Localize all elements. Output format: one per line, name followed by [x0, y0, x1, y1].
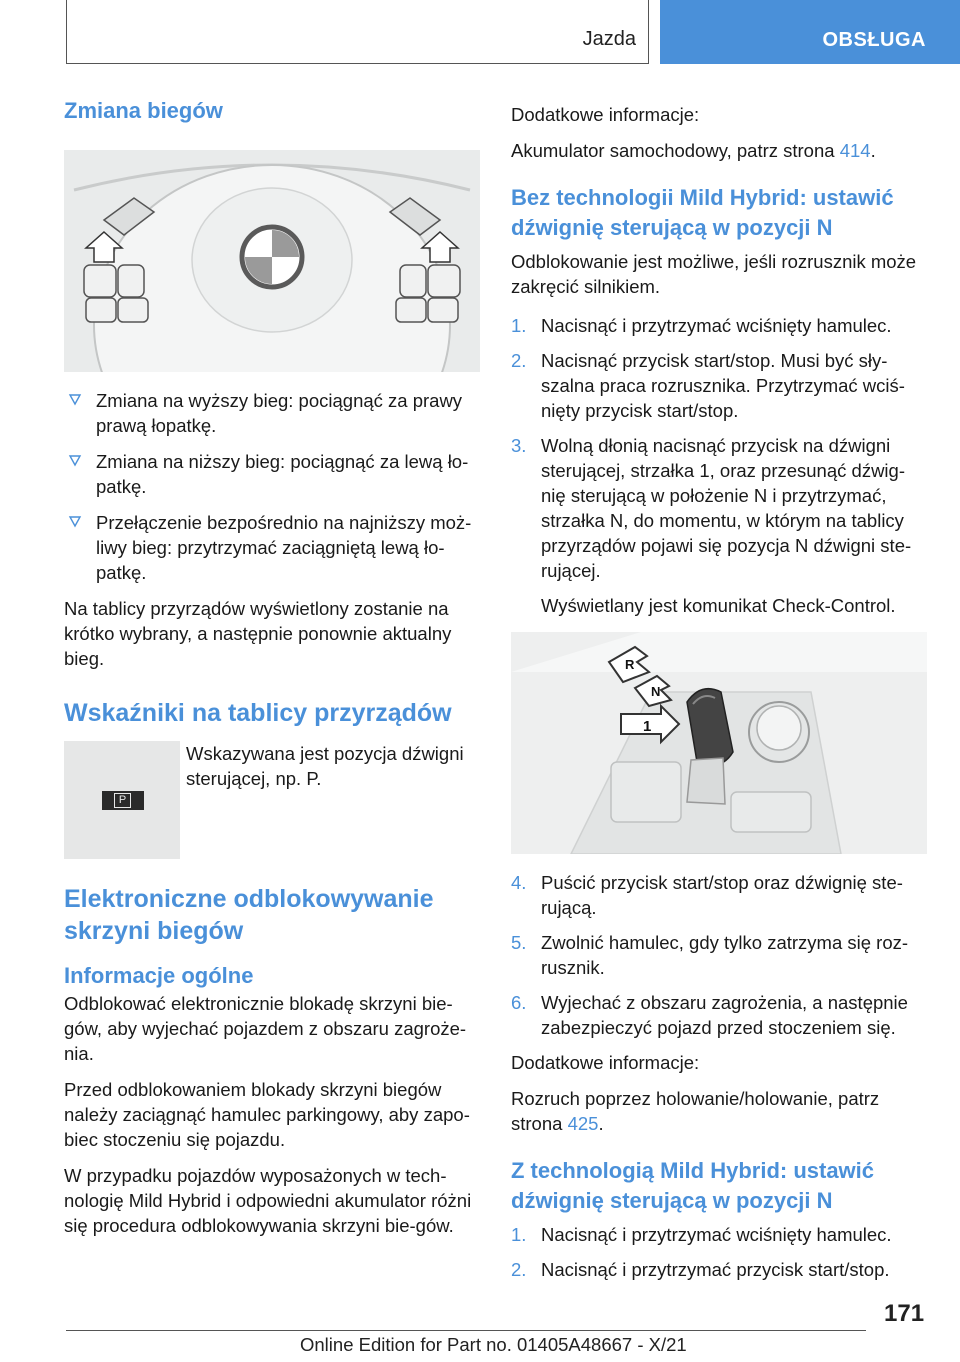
step-number: 2.: [511, 350, 527, 371]
heading-mild-hybrid: Z technologią Mild Hybrid: ustawić dźwignię sterującą w pozycji N: [511, 1158, 875, 1213]
header-section-title: Jazda: [582, 28, 636, 50]
list-item: [511, 930, 927, 980]
footer-divider: [66, 1330, 866, 1331]
gear-label-r: R: [625, 657, 635, 672]
heading-general-info: Informacje ogólne: [64, 963, 254, 988]
list-item: [64, 449, 480, 499]
list-item: [511, 433, 927, 583]
step-number: 5.: [511, 932, 527, 953]
indicator-row: [64, 741, 480, 859]
step-number: 6.: [511, 992, 527, 1013]
triangle-bullet-icon: [68, 514, 82, 528]
step-number: 1.: [511, 1224, 527, 1245]
step-text: Zwolnić hamulec, gdy tylko zatrzyma się roz-rusznik.: [541, 932, 909, 978]
battery-page-link[interactable]: 414: [839, 140, 871, 161]
triangle-bullet-icon: [68, 453, 82, 467]
gear-selector-image: [511, 632, 927, 854]
bullet-text: Zmiana na wyższy bieg: pociągnąć za prawy prawą łopatkę.: [96, 390, 463, 436]
heading-no-mild-hybrid: Bez technologii Mild Hybrid: ustawić dźwignię sterującą w pozycji N: [511, 185, 894, 240]
gear-label-n: N: [651, 684, 661, 699]
check-control-text: Wyświetlany jest komunikat Check-Control.: [541, 595, 896, 616]
steering-wheel-image: [64, 150, 480, 372]
step-number: 2.: [511, 1259, 527, 1280]
footer-edition: Online Edition for Part no. 01405A48667 - X/21: [300, 1334, 687, 1355]
list-item: [511, 990, 927, 1040]
page-number: 171: [884, 1300, 925, 1327]
park-indicator-letter: P: [114, 793, 131, 808]
extra-info-label: Dodatkowe informacje:: [511, 104, 700, 125]
list-item: [64, 510, 480, 585]
unlock-para-1: Odblokować elektronicznie blokadę skrzyni bie-gów, aby wyjechać pojazdem z obszaru zagroże-nia.: [64, 993, 467, 1064]
list-item: [511, 870, 927, 920]
gear-selector-illustration: [511, 632, 927, 854]
step-text: Puścić przycisk start/stop oraz dźwignię ste-rującą.: [541, 872, 903, 918]
steps-list-a: [511, 313, 927, 583]
bullet-text: Przełączenie bezpośrednio na najniższy moż-liwy bieg: przytrzymać zaciągniętą lewą ło-patkę.: [96, 512, 472, 583]
list-item: [511, 1222, 927, 1247]
tow-reference-text: Rozruch poprzez holowanie/holowanie, patrz strona: [511, 1088, 880, 1134]
list-item: [64, 388, 480, 438]
header-chapter-tab: [660, 0, 960, 64]
step-text: Nacisnąć przycisk start/stop. Musi być sły-szalna praca rozrusznika. Przytrzymać wciś-nięty przycisk start/stop.: [541, 350, 905, 421]
list-item: [511, 348, 927, 423]
gear-change-bullets: [64, 388, 480, 585]
tow-page-link[interactable]: 425: [567, 1113, 599, 1134]
heading-gear-change: Zmiana biegów: [64, 98, 223, 123]
step-number: 3.: [511, 435, 527, 456]
header-chapter-label: OBSŁUGA: [822, 29, 926, 51]
unlock-para-3: W przypadku pojazdów wyposażonych w tech-nologię Mild Hybrid i odpowiedni akumulator różni się procedura odblokowywania skrzyni bie-gów.: [64, 1165, 472, 1236]
step-text: Wyjechać z obszaru zagrożenia, a następnie zabezpieczyć pojazd przed stoczeniem się.: [541, 992, 908, 1038]
left-column: [64, 98, 480, 1249]
steering-wheel-illustration: [64, 150, 480, 372]
heading-electronic-unlock: Elektroniczne odblokowywanie skrzyni biegów: [64, 885, 434, 945]
triangle-bullet-icon: [68, 392, 82, 406]
step-number: 4.: [511, 872, 527, 893]
battery-reference: Akumulator samochodowy, patrz strona 414.: [511, 140, 876, 161]
bullet-text: Zmiana na niższy bieg: pociągnąć za lewą ło-patkę.: [96, 451, 469, 497]
unlock-para-2: Przed odblokowaniem blokady skrzyni biegów należy zaciągnąć hamulec parkingowy, aby zapo-biec stoczeniu się pojazdu.: [64, 1079, 470, 1150]
tow-reference: Rozruch poprzez holowanie/holowanie, patrz strona 425.: [511, 1088, 880, 1134]
step-number: 1.: [511, 315, 527, 336]
indicator-text: Wskazywana jest pozycja dźwigni sterującej, np. P.: [186, 743, 464, 789]
steps-list-b: [511, 870, 927, 1040]
gear-indicator-image: [64, 741, 180, 859]
right-column: [511, 102, 927, 1292]
step-text: Nacisnąć i przytrzymać wciśnięty hamulec.: [541, 315, 892, 336]
list-item: [511, 1257, 927, 1282]
steps-list-c: [511, 1222, 927, 1282]
gear-note: Na tablicy przyrządów wyświetlony zostanie na krótko wybrany, a następnie ponownie aktualny bieg.: [64, 598, 452, 669]
step-text: Nacisnąć i przytrzymać przycisk start/stop.: [541, 1259, 890, 1280]
gear-label-1: 1: [643, 718, 652, 735]
list-item: [511, 313, 927, 338]
unlock-possible-text: Odblokowanie jest możliwe, jeśli rozrusznik może zakręcić silnikiem.: [511, 251, 917, 297]
extra-info-label-2: Dodatkowe informacje:: [511, 1052, 700, 1073]
park-indicator-icon: [102, 791, 144, 810]
heading-indicators: Wskaźniki na tablicy przyrządów: [64, 699, 452, 727]
battery-reference-text: Akumulator samochodowy, patrz strona: [511, 140, 840, 161]
step-text: Wolną dłonią nacisnąć przycisk na dźwigni sterującej, strzałka 1, oraz przesunąć dźwig-nię sterującą w położenie N i przytrzymać, strzałka N, do momentu, w którym na tablicy przyrządów pojawi się pozycja N dźwigni ste-rującej.: [541, 435, 912, 581]
step-text: Nacisnąć i przytrzymać wciśnięty hamulec.: [541, 1224, 892, 1245]
header-bar: [66, 0, 649, 64]
